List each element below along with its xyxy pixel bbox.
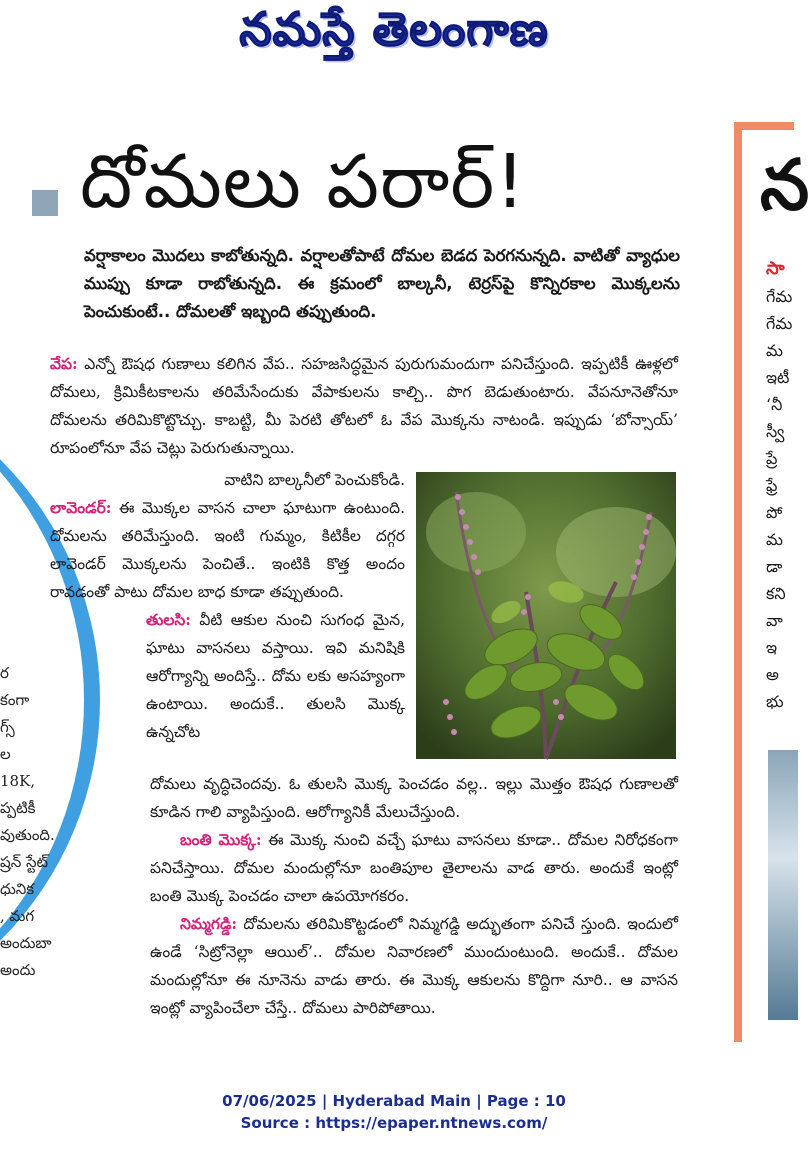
right-fragment: మ (766, 530, 783, 549)
article-body-bottom (150, 770, 678, 1022)
page-footer (0, 1090, 788, 1134)
section-vepa-text: ఎన్నో ఔషధ గుణాలు కలిగిన వేప.. సహజసిద్ధమైన పురుగుమందుగా పనిచేస్తుంది. ఇప్పటికీ ఊళ్లలో దోమలు, క్రిమికీటకాలను తరిమేసేందుకు వేపాకులను కాల్చి.. పొగ బెడుతుంటారు. వేపనూనెతోనూ దోమలను తరిమికొట్టొచ్చు. కాబట్టి, మీ పెరటి తోటలో ఓ వేప మొక్కను నాటండి. ఇప్పుడు ‘బోన్సాయ్’ రూపంలోనూ వేప చెట్లు పెరుగుతున్నాయి. (50, 355, 678, 457)
right-fragment: ఫ్రే (766, 476, 778, 495)
section-vepa (50, 350, 678, 462)
right-headline-fragment: న (760, 144, 809, 226)
masthead (0, 0, 788, 78)
left-fragment: అందు (0, 961, 36, 979)
newspaper-logo: నమస్తే తెలంగాణ (239, 2, 549, 56)
left-fragment: , మగ (0, 907, 35, 925)
right-fragment: వా (766, 611, 783, 630)
left-fragment: కంగా (0, 691, 30, 709)
article-lead: వర్షాకాలం మొదలు కాబోతున్నది. వర్షాలతోపాటే దోమల బెడద పెరగనున్నది. వాటితో వ్యాధుల ముప్పు కూడా రాబోతున్నది. ఈ క్రమంలో బాల్కనీ, టెర్రస్‌పై కొన్నిరకాల మొక్కలను పెంచుకుంటే.. దోమలతో ఇబ్బంది తప్పుతుంది. (84, 246, 680, 321)
right-fragment: ఇటీ (766, 368, 790, 387)
right-fragment: అ (766, 665, 779, 684)
left-fragment: ర (0, 664, 9, 682)
right-fragment: స్వీ (766, 422, 785, 441)
section-tulasi (50, 606, 405, 746)
left-fragment: ష్రన్ స్టేట్ (0, 853, 49, 871)
headline-bullet (32, 190, 58, 216)
footer-source-link[interactable]: Source : https://epaper.ntnews.com/ (240, 1114, 548, 1132)
keyword-nimmagaddi: నిమ్మగడ్డి: (180, 914, 238, 933)
article-body-mid (50, 466, 405, 746)
keyword-tulasi: తులసి: (146, 610, 192, 629)
section-tulasi-text: వీటి ఆకుల నుంచి సుగంధ మైన, ఘాటు వాసనలు వస్తాయి. ఇవి మనిషికి ఆరోగ్యాన్ని అందిస్తే.. దోమ లకు అసహ్యంగా ఉంటాయి. అందుకే.. తులసి మొక్క ఉన్నచోట (146, 611, 405, 741)
section-vepa-end: వాటిని బాల్కనీలో పెంచుకోండి. (224, 471, 405, 489)
left-fragment: వుతుంది. (0, 826, 55, 844)
left-fragment: ధునిక (0, 880, 35, 898)
section-lavender (50, 494, 405, 606)
section-nimmagaddi-text: దోమలను తరిమికొట్టడంలో నిమ్మగడ్డి అద్భుతంగా పనిచే స్తుంది. ఇందులో ఉండే ‘సిట్రోనెల్లా ఆయిల్’.. దోమల నివారణలో ముందుంటుంది. అందుకే.. దోమల మందుల్లోనూ ఈ నూనెను వాడు తారు. ఈ మొక్క ఆకులను కొద్దిగా నూరి.. ఆ వాసన ఇంట్లో వ్యాపించేలా చేస్తే.. దోమలు పారిపోతాయి. (150, 915, 678, 1017)
section-lavender-text: ఈ మొక్కల వాసన చాలా ఘాటుగా ఉంటుంది. దోమలను తరిమేస్తుంది. ఇంటి గుమ్మం, కిటికీల దగ్గర లావెండర్ మొక్కలను పెంచితే.. ఇంటికి కొత్త అందం రావడంతో పాటు దోమల బాధ కూడా తప్పుతుంది. (50, 499, 405, 601)
right-fragment: మ (766, 341, 783, 360)
keyword-vepa: వేప: (50, 354, 78, 373)
section-nimmagaddi (150, 910, 678, 1022)
right-fragment: గేమ (766, 287, 793, 306)
right-fragment: ఇ (766, 638, 778, 657)
right-fragment: ‘నీ (766, 395, 783, 414)
right-fragment: భు (766, 692, 784, 711)
keyword-lavender: లావెండర్: (50, 498, 112, 517)
article-headline: దోమలు పరార్! (80, 139, 526, 225)
keyword-banti: బంతి మొక్క: (180, 830, 262, 849)
tulsi-plant-illustration (416, 472, 676, 759)
right-fragment: పో (766, 503, 783, 522)
left-fragment: 18K, (0, 772, 36, 790)
right-fragment: కని (766, 584, 786, 603)
left-fragment: అందుబా (0, 934, 52, 952)
right-neighbor-photo (768, 750, 798, 1020)
section-tulasi-end: దోమలు వృద్ధిచెందవు. ఓ తులసి మొక్క పెంచడం వల్ల.. ఇల్లు మొత్తం ఔషధ గుణాలతో కూడిన గాలి వ్యాపిస్తుంది. ఆరోగ్యానికీ మేలుచేస్తుంది. (150, 775, 678, 821)
footer-date-edition: 07/06/2025 | Hyderabad Main | Page : 10 (222, 1092, 566, 1110)
section-banti-text: ఈ మొక్క నుంచి వచ్చే ఘాటు వాసనలు కూడా.. దోమల నిరోధకంగా పనిచేస్తాయి. దోమల మందుల్లోనూ బంతిపూల తైలాలను వాడ తారు. అందుకే ఇంట్లో బంతి మొక్క పెంచడం చాలా ఉపయోగకరం. (150, 831, 679, 905)
right-fragment: గేమ (766, 314, 793, 333)
right-byline-fragment: సా (766, 258, 785, 279)
section-banti (150, 826, 678, 910)
right-fragment: ప్రే (766, 449, 778, 468)
article-body-top (50, 350, 678, 462)
left-fragment: ల (0, 745, 11, 763)
right-fragment: డా (766, 557, 783, 576)
tulsi-plant-photo (416, 472, 676, 759)
left-fragment: గ్స్ (0, 718, 15, 736)
left-fragment: ప్పటికీ (0, 799, 36, 817)
